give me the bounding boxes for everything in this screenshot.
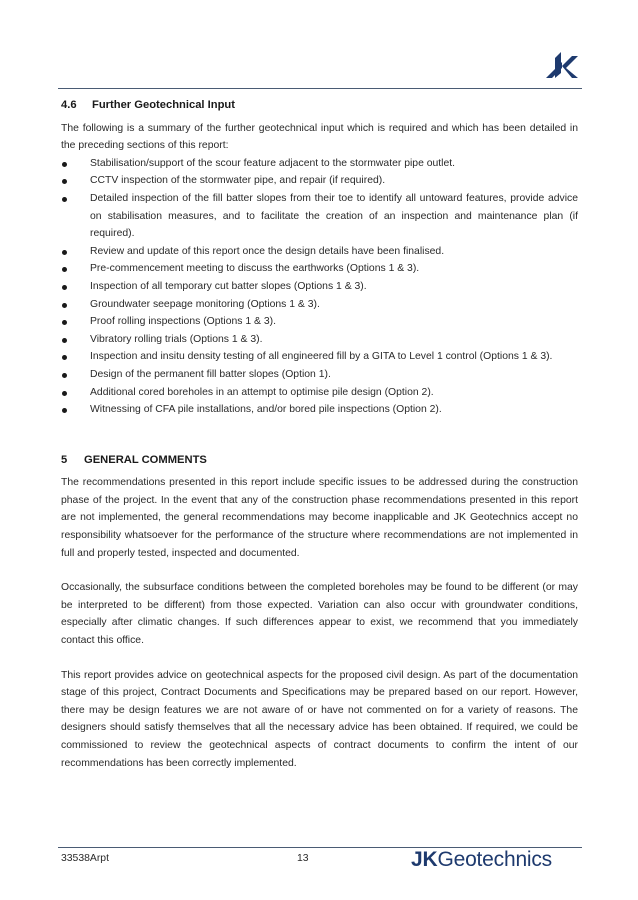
section-4-6-intro: The following is a summary of the further geotechnical input which is required and which has been detailed in the preceding sections of this report:: [61, 122, 578, 152]
section-number: 4.6: [61, 99, 77, 111]
further-input-list: [61, 155, 578, 419]
list-item: CCTV inspection of the stormwater pipe, and repair (if required).: [61, 172, 578, 190]
list-item: Witnessing of CFA pile installations, and/or bored pile inspections (Option 2).: [61, 401, 578, 419]
list-item: Proof rolling inspections (Options 1 & 3).: [61, 313, 578, 331]
bullet-icon: [62, 373, 67, 378]
list-item: Inspection and insitu density testing of all engineered fill by a GITA to Level 1 control (Options 1 & 3).: [61, 348, 578, 366]
page-number: 13: [297, 853, 309, 864]
section-title: Further Geotechnical Input: [92, 99, 235, 111]
report-reference: 33538Arpt: [61, 853, 109, 864]
brand-wordmark: [411, 847, 552, 873]
bullet-icon: [62, 320, 67, 325]
page-content: [61, 96, 578, 772]
brand-jk: JK: [411, 848, 438, 871]
brand-rest: Geotechnics: [437, 848, 552, 871]
bullet-icon: [62, 408, 67, 413]
list-item: Additional cored boreholes in an attempt to optimise pile design (Option 2).: [61, 384, 578, 402]
section-5-heading: [61, 452, 578, 470]
bullet-icon: [62, 179, 67, 184]
general-comments-paragraph: The recommendations presented in this report include specific issues to be addressed during the construction phase of the project. In the event that any of the construction phase recommendations presented in this report are not implemented, the general recommendations may become inapplicable and JK Geotechnics accept no responsibility whatsoever for the performance of the structure where recommendations are not implemented in full and properly tested, inspected and documented.: [61, 477, 578, 559]
general-comments-paragraph: Occasionally, the subsurface conditions between the completed boreholes may be found to be different (or may be interpreted to be different) from those expected. Variation can also occur with groundwater conditions, especially after climatic changes. If such differences appear to exist, we recommend that you immediately contact this office.: [61, 582, 578, 647]
list-item: Groundwater seepage monitoring (Options 1 & 3).: [61, 296, 578, 314]
section-4-6-heading: [61, 97, 578, 115]
bullet-icon: [62, 338, 67, 343]
list-item: Design of the permanent fill batter slopes (Option 1).: [61, 366, 578, 384]
bullet-icon: [62, 285, 67, 290]
header-rule: [58, 88, 582, 89]
general-comments-paragraph: This report provides advice on geotechnical aspects for the proposed civil design. As part of the documentation stage of this project, Contract Documents and Specifications may be prepared based on our report. However, there may be design features we are not aware of or have not commented on for a variety of reasons. The designers should satisfy themselves that all the necessary advice has been obtained. If required, we could be commissioned to review the geotechnical aspects of contract documents to confirm the intent of our recommendations has been correctly implemented.: [61, 669, 578, 769]
bullet-icon: [62, 355, 67, 360]
list-item: Pre-commencement meeting to discuss the earthworks (Options 1 & 3).: [61, 260, 578, 278]
bullet-icon: [62, 303, 67, 308]
section-number: 5: [61, 453, 68, 466]
section-title: GENERAL COMMENTS: [84, 453, 207, 466]
bullet-icon: [62, 250, 67, 255]
bullet-icon: [62, 267, 67, 272]
list-item: Review and update of this report once the design details have been finalised.: [61, 243, 578, 261]
jk-logo-icon: [543, 47, 579, 83]
list-item: Stabilisation/support of the scour feature adjacent to the stormwater pipe outlet.: [61, 155, 578, 173]
bullet-icon: [62, 162, 67, 167]
list-item: Detailed inspection of the fill batter slopes from their toe to identify all untoward features, provide advice on stabilisation measures, and to facilitate the creation of an inspection and maintenance plan (if required).: [61, 190, 578, 243]
bullet-icon: [62, 391, 67, 396]
list-item: Vibratory rolling trials (Options 1 & 3).: [61, 331, 578, 349]
bullet-icon: [62, 197, 67, 202]
list-item: Inspection of all temporary cut batter slopes (Options 1 & 3).: [61, 278, 578, 296]
